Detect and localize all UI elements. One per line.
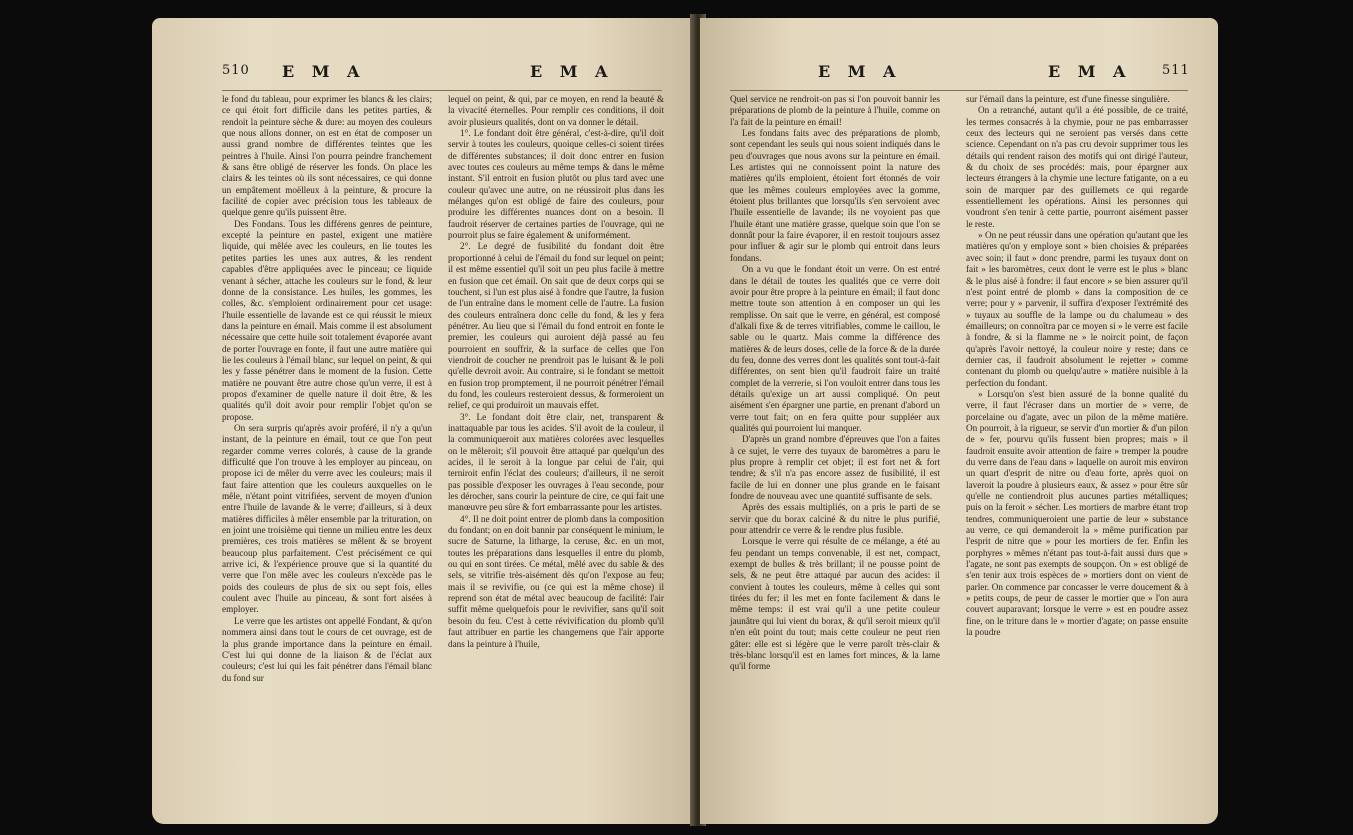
paragraph: lequel on peint, & qui, par ce moyen, en rend la beauté & la vivacité éternelles. Pour remplir ces conditions, il doit avoir plusieurs qualités, dont on va donner le détail. bbox=[448, 94, 664, 127]
left-folio: 510 bbox=[222, 63, 250, 78]
paragraph: 3°. Le fondant doit être clair, net, transparent & inattaquable par tous les acides. S'il avoit de la couleur, il la communiqueroit aux matières colorées avec lesquelles on le mêleroit; s'il pouvoit être attaqué par quelqu'un des acides, il le seroit à la longue par celui de l'air, qui terniroit enfin l'éclat des couleurs; d'ailleurs, il ne seroit pas possible d'exposer les ouvrages à l'eau seconde, pour les dérocher, sans courir la peinture de cire, ce qui fait une manœuvre peu sûre & fort embarrassante pour les artistes. bbox=[448, 411, 664, 513]
paragraph: On a retranché, autant qu'il a été possible, de ce traité, les termes consacrés à la chymie, pour ne pas embarrasser ceux des lecteurs qui ne seroient pas versés dans cette science. Cependant on n'a pas cru devoir supprimer tous les détails qui rendent raison des motifs qui ont dirigé l'auteur, & du choix de ses procédés: mais, pour épargner aux lecteurs étrangers à la chymie une lecture fatigante, on a eu soin de marquer par des guillemets ce qui regarde essentiellement les opérations. Ainsi les personnes qui voudront s'en tenir à cette partie, pourront aisément passer le reste. bbox=[966, 105, 1188, 229]
left-page bbox=[152, 18, 694, 824]
right-column-1 bbox=[730, 94, 940, 673]
right-running-head-1: E M A bbox=[818, 62, 902, 81]
right-page bbox=[700, 18, 1218, 824]
paragraph: On a vu que le fondant étoit un verre. On est entré dans le détail de toutes les qualités que ce verre doit avoir pour être propre à la peinture en émail; il faut donc mettre toute son attention à en composer un qui les remplisse. On sait que le verre, en général, est composé d'alkali fixe & de terres vitrifiables, comme le caillou, le sable ou le quartz. Mais comme la différence des matières & de leurs doses, celle de la force & de la durée du feu, donne des verres dont les qualités sont tout-à-fait différentes, on sent bien qu'il faudroit faire un traité complet de la verrerie, si l'on vouloit entrer dans tous les détails qu'exige un art aussi compliqué. On peut aisément s'en épargner une partie, en prenant d'abord un verre tout fait; on en fera quitte pour suppléer aux qualités qui pourroient lui manquer. bbox=[730, 264, 940, 433]
paragraph: le fond du tableau, pour exprimer les blancs & les clairs; ce qui étoit fort difficile dans les petites parties, & rendoit la peinture sèche & dure: au moyen des couleurs que nous allons donner, on est en état de composer un aussi grand nombre de différentes teintes que les peintres à l'huile. Ainsi l'on pourra peindre franchement & sans être obligé de réserver les fonds. On place les clairs & les teintes où ils sont nécessaires, ce qui donne un empâtement moëlleux à la peinture, & procure la facilité de copier avec précision tous les tableaux de quelque genre qu'ils puissent être. bbox=[222, 94, 432, 218]
paragraph: Lorsque le verre qui résulte de ce mélange, a été au feu pendant un temps convenable, il est net, compact, exempt de bulles & très brillant; il ne pousse point de sels, & ne peut être attaqué par aucun des acides: il convient à toutes les couleurs, même à celles qui sont tirées du fer; il les met en fonte facilement & dans le même temps: il est vrai qu'il a une petite couleur jaunâtre qui lui vient du borax, & qu'il seroit mieux qu'il n'en eût point du tout; mais cette couleur ne peut rien gâter: elle est si légère que le verre paroît très-clair & très-blanc lorsqu'il est en lames fort minces, & la lame qu'il forme bbox=[730, 536, 940, 672]
paragraph: 2°. Le degré de fusibilité du fondant doit être proportionné à celui de l'émail du fond sur lequel on peint; il est même essentiel qu'il soit un peu plus facile à mettre en fusion que cet émail. On sait que de deux corps qui se touchent, si l'un est plus aisé à fondre que l'autre, la fusion de l'un entraîne dans le moment celle de l'autre. La fusion des couleurs entraînera donc celle du fond, & les y fera pénétrer. Au lieu que si l'émail du fond entroit en fonte le premier, les couleurs qui auroient déjà passé au feu pourroient en souffrir, & la surface de celles que l'on viendroit de coucher ne prendroit pas le luisant & le poli qu'elle devroit avoir. Au contraire, si le fondant se mettoit en fusion trop promptement, il ne pourroit pénétrer l'émail du fond, les couleurs resteroient dessus, & formeroient un relief, ce qui produiroit un mauvais effet. bbox=[448, 241, 664, 411]
paragraph: sur l'émail dans la peinture, est d'une finesse singulière. bbox=[966, 94, 1170, 104]
right-running-head-2: E M A bbox=[1048, 62, 1132, 81]
paragraph: » On ne peut réussir dans une opération qu'autant que les matières qu'on y employe sont » bien choisies & préparées avec soin; il faut » donc prendre, parmi les tuyaux dont on fait » les baromètres, ceux dont le verre est le plus » blanc & le plus aisé à fondre: il faut encore » se bien assurer qu'il n'est point entré de plomb » dans la composition de ce verre; pour y » parvenir, il suffira d'exposer l'extrémité des » tuyaux au souffle de la lampe ou du chalumeau » des émailleurs; on connoîtra par ce moyen si » le verre est facile à fondre, & si la flamme ne » le noircit point, de façon qu'après l'avoir nettoyé, la couleur noire y reste; dans ce dernier cas, il faudroit absolument le rejetter » comme contenant du plomb ou quelqu'autre » matière nuisible à la perfection du fondant. bbox=[966, 230, 1188, 388]
paragraph: 4°. Il ne doit point entrer de plomb dans la composition du fondant; on en doit bannir par conséquent le minium, le sucre de Saturne, la litharge, la ceruse, &c. en un mot, toutes les préparations dans lesquelles il entre du plomb, ou qui en sont tirées. Ce métal, mêlé avec du sable & des sels, se vitrifie très-aisément dès qu'on l'expose au feu; mais il se revivifie, ou (ce qui est la même chose) il reprend son état de métal avec beaucoup de facilité: l'air suffit même quelquefois pour le revivifier, sans qu'il soit besoin du feu. C'est à cette révivification du plomb qu'il faut attribuer en partie les changemens que l'air apporte dans la peinture à l'huile, bbox=[448, 513, 664, 649]
left-running-head-1: E M A bbox=[282, 62, 366, 81]
paragraph: On sera surpris qu'après avoir proféré, il n'y a qu'un instant, de la peinture en émail, tout ce que l'on peut regarder comme verres colorés, à cause de la grande difficulté que l'on trouve à les employer au pinceau, on propose ici de mêler du verre avec les couleurs; mais il faut faire attention que les couleurs auxquelles on le mêle, n'étant point vitrifiées, servent de moyen d'union entre l'huile de lavande & le verre; d'ailleurs, si à deux matières difficiles à mêler ensemble par la trituration, on en joint une troisième qui tienne un milieu entre les deux premières, ces trois matières se mêlent & se broyent beaucoup plus parfaitement. C'est précisément ce qui arrive ici, & l'expérience prouve que si la quantité du verre que l'on mêle avec les couleurs n'excède pas le poids des couleurs de plus de six ou sept fois, elles coulent avec l'huile au pinceau, & sont fort aisées à employer. bbox=[222, 422, 432, 615]
paragraph: Les fondans faits avec des préparations de plomb, sont cependant les seuls qui nous soient indiqués dans le peu d'ouvrages que nous avons sur la peinture en émail. Les artistes qui ne connoissent point la nature des matières qu'ils emploient, étoient fort étonnés de voir que les mêmes couleurs employées avec la gomme, étoient plus brillantes que lorsqu'ils s'en servoient avec l'huile essentielle de lavande; ils ne voyoient pas que l'huile étant une matière grasse, quelque soin que l'on se donnât pour la faire évaporer, il en restoit toujours assez pour influer & agir sur le plomb qui entroit dans leurs fondans. bbox=[730, 128, 940, 263]
paragraph: » Lorsqu'on s'est bien assuré de la bonne qualité du verre, il faut l'écraser dans un mortier de » verre, de porcelaine ou d'agate, avec un pilon de la même matière. On pourroit, à la rigueur, se servir d'un mortier & d'un pilon de » fer, pourvu qu'ils fussent bien propres; mais » il faudroit ensuite avoir attention de faire » tremper la poudre du verre dans de l'eau dans » laquelle on auroit mis environ un quart d'esprit de nitre ou d'eau forte, après quoi on laveroit la poudre à plusieurs eaux, & assez » pour être sûr qu'elle ne contiendroit plus aucunes parties métalliques; puis on la feroit » sécher. Les mortiers de marbre étant trop tendres, communiqueroient une partie de leur » substance au verre, ce qui demanderoit la » même purification par l'esprit de nitre que » pour les mortiers de fer. Enfin les porphyres » mêmes n'étant pas tout-à-fait aussi durs que » l'agate, ne sont pas exempts de soupçon. On » est obligé de s'en tenir aux trois espèces de » mortiers dont on vient de parler. On commence par concasser le verre doucement & à » petits coups, de peur de casser le mortier que » l'on aura couvert auparavant; lorsque le verre » est en poudre assez fine, on le triture dans le » mortier d'agate; on passe ensuite la poudre bbox=[966, 388, 1188, 638]
paragraph: Après des essais multipliés, on a pris le parti de se servir que du borax calciné & du nitre le plus purifié, pour attendrir ce verre & le rendre plus fusible. bbox=[730, 502, 940, 536]
left-head-rule bbox=[222, 90, 662, 91]
right-column-2 bbox=[966, 94, 1188, 639]
paragraph: Le verre que les artistes ont appellé Fondant, & qu'on nommera ainsi dans tout le cours de cet ouvrage, est de la plus grande importance dans la peinture en émail. C'est lui qui donne de la liaison & de l'éclat aux couleurs; c'est lui qui les fait pénétrer dans l'émail blanc du fond sur bbox=[222, 615, 432, 683]
paragraph: Quel service ne rendroit-on pas si l'on pouvoit bannir les préparations de plomb de la peinture à l'huile, comme on l'a fait de la peinture en émail! bbox=[730, 94, 940, 127]
left-column-1 bbox=[222, 94, 432, 684]
paragraph: 1°. Le fondant doit être général, c'est-à-dire, qu'il doit servir à toutes les couleurs, quoique celles-ci soient tirées de différentes substances; il doit donc entrer en fusion avec toutes ces couleurs au même temps & dans le même instant. S'il entroit en fusion plutôt ou plus tard avec une couleur qu'avec une autre, on ne réussiroit plus dans les mélanges qu'on est obligé de faire des couleurs, pour produire les différentes nuances dont on a besoin. Il faudroit réserver de certaines parties de l'ouvrage, qui ne pourroit plus se faire également & uniformément. bbox=[448, 128, 664, 241]
paragraph: Des Fondans. Tous les différens genres de peinture, excepté la peinture en pastel, exigent une matière liquide, qui mêlée avec les couleurs, en lie toutes les petites parties les unes aux autres, & les rendent capables d'être appliquées avec le pinceau; ce liquide venant à sécher, attache les couleurs sur le fond, & leur donne de la consistance. Les huiles, les gommes, les colles, &c. s'emploient ordinairement pour cet usage: l'huile essentielle de lavande est ce qui réussit le mieux dans la peinture en émail. Mais comme il est absolument nécessaire que cette huile soit totalement évaporée avant de porter l'ouvrage en fonte, il faut une autre matière qui lie les couleurs à l'émail blanc, sur lequel on peint, & qui les y fasse pénétrer dans le moment de la fusion. Cette matière ne pouvant être autre chose qu'un verre, il est à propos d'examiner de quelle nature il doit être, & les qualités qu'il doit avoir pour remplir l'objet qu'on se propose. bbox=[222, 218, 432, 422]
paragraph: D'après un grand nombre d'épreuves que l'on a faites à ce sujet, le verre des tuyaux de baromètres a paru le plus propre à remplir cet objet; il est fort net & fort tendre; & s'il n'a pas encore assez de fusibilité, il est facile de lui en donner une plus grande en le faisant fondre de nouveau avec une quantité suffisante de sels. bbox=[730, 434, 940, 502]
left-running-head-2: E M A bbox=[530, 62, 614, 81]
right-folio: 511 bbox=[1162, 63, 1190, 78]
right-head-rule bbox=[730, 90, 1188, 91]
left-column-2 bbox=[448, 94, 664, 650]
